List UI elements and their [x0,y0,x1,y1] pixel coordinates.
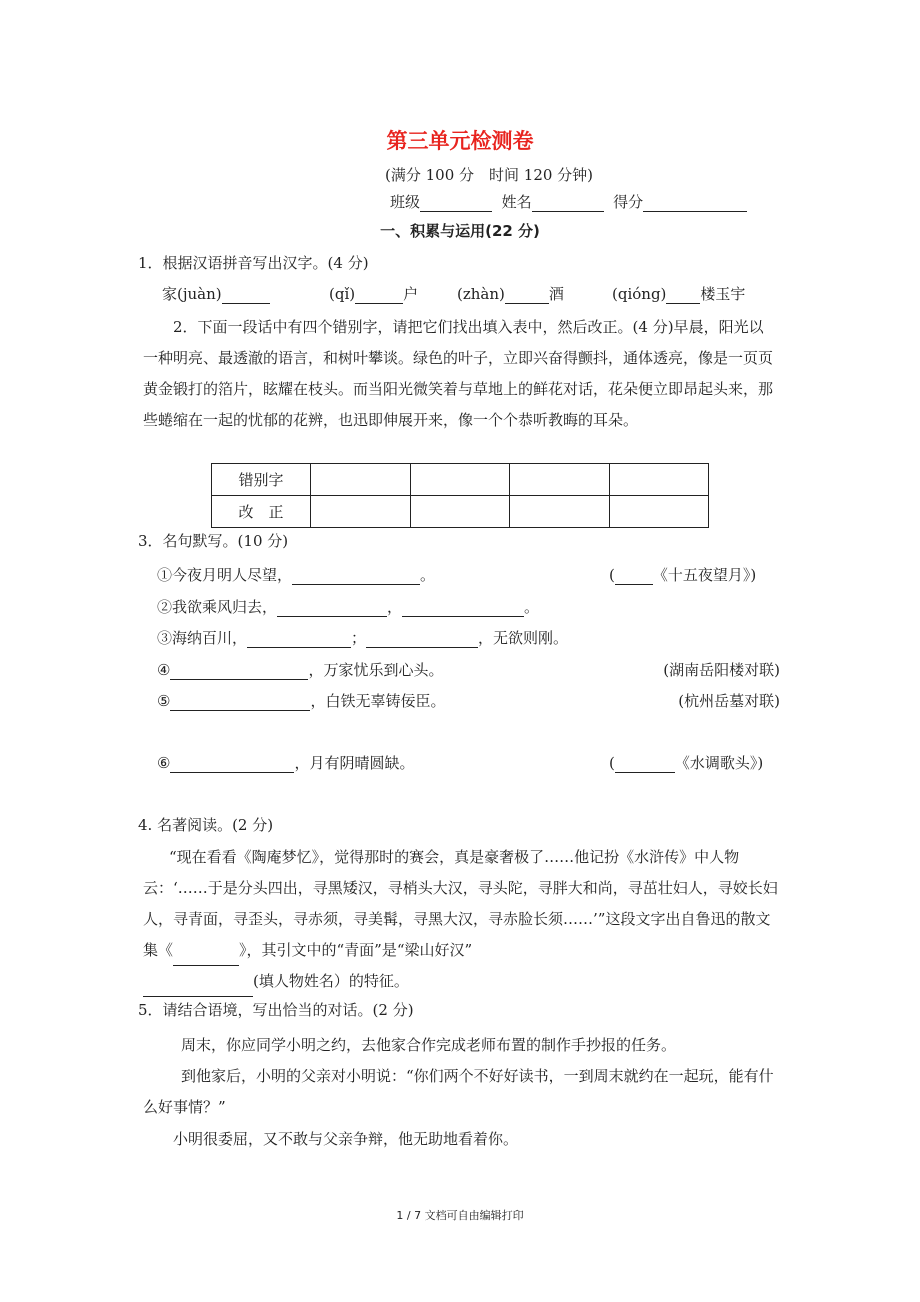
q1-item-1: 家(juàn) [162,283,270,304]
question-5-para-3: 小明很委屈，又不敢与父亲争辩，他无助地看着你。 [173,1130,519,1148]
table-cell[interactable] [510,464,610,496]
q1-item-3: (zhàn) 酒 [457,285,564,303]
name-label: 姓名 [501,193,532,211]
q3-blank-3b[interactable] [366,632,478,648]
q3-blank-4[interactable] [170,664,308,680]
q4-blank-character[interactable] [143,981,253,997]
q3-blank-2a[interactable] [277,601,387,617]
q1-blank-2[interactable] [355,288,403,304]
class-label: 班级 [390,193,421,211]
score-blank[interactable] [643,196,747,212]
q3-source-4: (湖南岳阳楼对联) [663,661,780,679]
q3-line-4: ④ ，万家忧乐到心头。 [157,661,444,679]
q3-line-6: ⑥ ，月有阴晴圆缺。 [157,754,415,772]
q1-item-2: (qǐ) 户 [329,285,419,303]
q3-line-1: ①今夜月明人尽望， 。 [157,566,436,584]
table-cell[interactable] [311,464,411,496]
table-cell[interactable] [410,464,510,496]
error-correction-table [211,463,709,528]
table-cell[interactable] [609,464,709,496]
q3-source-6: ( 《水调歌头》) [609,754,764,772]
question-4-stem: 4. 名著阅读。(2 分) [138,816,274,834]
section-heading: 一、积累与运用(22 分) [380,222,540,240]
q4-blank-book[interactable] [173,950,239,966]
q3-line-5: ⑤ ，白铁无辜铸佞臣。 [157,692,446,710]
question-5-para-2: 到他家后，小明的父亲对小明说：“你们两个不好好读书，一到周末就约在一起玩，能有什么好事情？” [143,1067,774,1116]
question-5-para-1: 周末，你应同学小明之约，去他家合作完成老师布置的制作手抄报的任务。 [181,1036,677,1054]
question-2-text: 2．下面一段话中有四个错别字，请把它们找出填入表中，然后改正。(4 分)早晨，阳光以一种明亮、最透澈的语言，和树叶攀谈。绿色的叶子，立即兴奋得颤抖，通体透亮，像是一页页黄金锻打的箔片，眩耀在枝头。而当阳光微笑着与草地上的鲜花对话，花朵便立即昂起头来，那些蜷缩在一起的忧郁的花辨，也迅即伸展开来，像一个个恭听教晦的耳朵。 [143,318,774,429]
q3-blank-5[interactable] [170,695,310,711]
q3-source-1: ( 《十五夜望月》) [609,566,757,584]
score-label: 得分 [613,193,644,211]
q3-blank-6[interactable] [170,757,294,773]
q1-blank-4[interactable] [666,288,700,304]
page-title: 第三单元检测卷 [386,129,534,153]
question-4-passage: “现在看看《陶庵梦忆》，觉得那时的赛会，真是豪奢极了……他记扮《水浒传》中人物云：‘……于是分头四出，寻黑矮汉，寻梢头大汉，寻头陀，寻胖大和尚，寻茁壮妇人，寻姣长妇人，寻青面，寻歪头，寻赤须，寻美髯，寻黑大汉，寻赤脸长须……’”这段文字出自鲁迅的散文集《 》，其引文中的“青面”是“梁山好汉” (填人物姓名）的特征。 [143,842,778,997]
q3-blank-3a[interactable] [247,632,351,648]
class-blank[interactable] [420,196,492,212]
q3-blank-1[interactable] [292,569,420,585]
table-cell[interactable] [410,496,510,528]
table-cell[interactable] [510,496,610,528]
q3-source-blank-1[interactable] [615,569,653,585]
q1-blank-1[interactable] [222,288,270,304]
name-blank[interactable] [532,196,604,212]
q3-source-blank-6[interactable] [615,757,675,773]
q3-source-5: (杭州岳墓对联) [678,692,780,710]
q3-line-3: ③海纳百川， ； ，无欲则刚。 [157,629,569,647]
q1-blank-3[interactable] [505,288,549,304]
question-5-stem: 5．请结合语境，写出恰当的对话。(2 分) [138,1001,414,1019]
q1-item-4: (qióng) 楼玉宇 [612,285,746,303]
table-header-wrong: 错别字 [212,464,311,496]
table-cell[interactable] [609,496,709,528]
question-1-stem: 1．根据汉语拼音写出汉字。(4 分) [138,254,369,272]
exam-meta: (满分 100 分 时间 120 分钟) [385,166,594,184]
table-header-correct: 改 正 [212,496,311,528]
q3-blank-2b[interactable] [402,601,524,617]
page-footer: 1 / 7 文档可自由编辑打印 [396,1209,524,1222]
q3-line-2: ②我欲乘风归去， ， 。 [157,598,540,616]
table-cell[interactable] [311,496,411,528]
student-info-line [390,191,747,212]
question-3-stem: 3．名句默写。(10 分) [138,532,289,550]
